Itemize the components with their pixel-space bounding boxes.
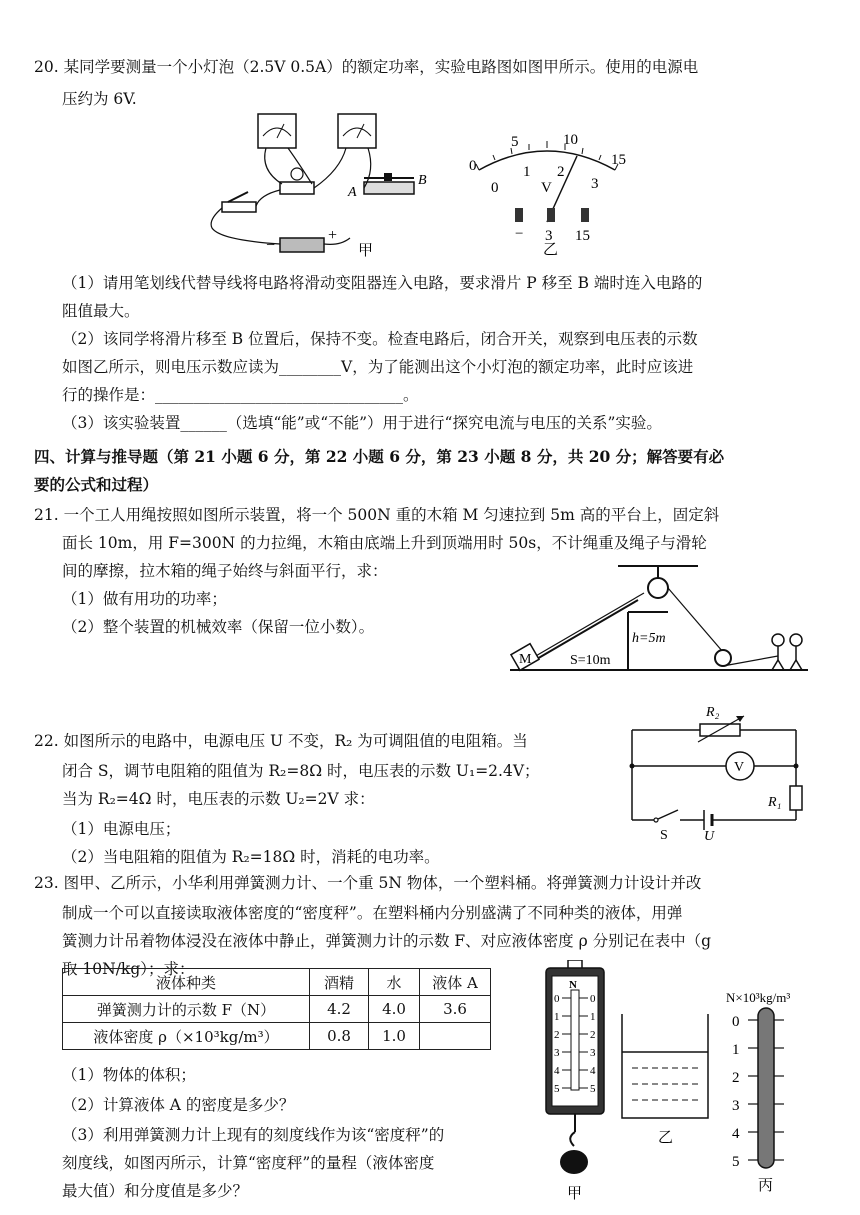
- scale-left-2: 2: [554, 1029, 560, 1041]
- section4-heading-line1: 四、计算与推导题（第 21 小题 6 分，第 22 小题 6 分，第 23 小题 8 分，共 20 分；解答要有必: [34, 447, 725, 466]
- scale-right-2: 2: [590, 1029, 596, 1041]
- q22-sub1: （1）电源电压；: [62, 820, 181, 838]
- scale-right-0: 0: [590, 993, 596, 1005]
- q20-fig-yi-label: 乙: [543, 242, 559, 256]
- q20-sub2-line2: 如图乙所示，则电压示数应读为________V，为了能测出这个小灯泡的额定功率，此时应该进: [62, 358, 694, 376]
- dial-unit: V: [541, 180, 552, 196]
- q20-circuit-figure-jia: [200, 110, 460, 260]
- scale-right-4: 4: [590, 1065, 596, 1077]
- table-cell: 弹簧测力计的示数 F（N）: [63, 996, 310, 1023]
- dial-top-0: 0: [469, 158, 477, 174]
- q22-line1: 22. 如图所示的电路中，电源电压 U 不变，R₂ 为可调阻值的电阻箱。当: [34, 732, 528, 750]
- table-cell: 4.0: [369, 996, 420, 1023]
- q20-label-b: B: [418, 173, 427, 188]
- q23-line3: 簧测力计吊着物体浸没在液体中静止，弹簧测力计的示数 F、对应液体密度 ρ 分别记在表中（g: [62, 932, 712, 950]
- q20-voltmeter-dial-yi: [465, 126, 635, 256]
- q21-line2: 面长 10m，用 F=300N 的力拉绳，木箱由底端上升到顶端用时 50s，不计绳重及绳子与滑轮: [62, 534, 707, 552]
- table-row: [63, 1023, 491, 1050]
- q20-label-minus: −: [266, 237, 276, 254]
- q22-label-s: S: [660, 828, 668, 842]
- dial-bottom-0: 0: [491, 180, 499, 196]
- q21-line1: 21. 一个工人用绳按照如图所示装置，将一个 500N 重的木箱 M 匀速拉到 5m 高的平台上，固定斜: [34, 506, 720, 524]
- q20-line1: 20. 某同学要测量一个小灯泡（2.5V 0.5A）的额定功率，实验电路图如图甲所示。使用的电源电: [34, 58, 699, 76]
- scale-left-4: 4: [554, 1065, 560, 1077]
- q21-sub1: （1）做有用功的功率；: [62, 590, 227, 608]
- terminal-3: 3: [545, 228, 553, 244]
- q23-fig-yi-label: 乙: [658, 1130, 674, 1146]
- q23-density-scale-figure-bing: [720, 986, 830, 1198]
- q23-fig-jia-label: 甲: [567, 1186, 583, 1202]
- q22-label-u: U: [704, 829, 715, 842]
- q23-fig-bing-label: 丙: [758, 1178, 774, 1194]
- q23-line1: 23. 图甲、乙所示，小华利用弹簧测力计、一个重 5N 物体，一个塑料桶。将弹簧测力计设计并改: [34, 874, 702, 892]
- q23-data-table: [62, 968, 491, 1050]
- q20-sub2-line3: 行的操作是：________________________________。: [62, 386, 419, 404]
- q22-label-r2: R₂: [706, 705, 720, 720]
- scale-left-0: 0: [554, 993, 560, 1005]
- q23-sub1: （1）物体的体积；: [62, 1066, 196, 1084]
- q20-fig-jia-label: 甲: [358, 243, 374, 259]
- table-cell: 液体密度 ρ（×10³kg/m³）: [63, 1023, 310, 1050]
- q20-sub1-line1: （1）请用笔划线代替导线将电路将滑动变阻器连入电路，要求滑片 P 移至 B 端时连入电路的: [62, 274, 703, 292]
- q22-label-v: V: [734, 760, 745, 775]
- bing-scale-4: 4: [732, 1126, 740, 1142]
- dial-top-10: 10: [563, 132, 578, 148]
- scale-left-5: 5: [554, 1083, 560, 1095]
- table-header-cell: 液体 A: [420, 969, 491, 996]
- bing-scale-3: 3: [732, 1098, 740, 1114]
- q23-bucket-figure-yi: [612, 1010, 722, 1150]
- q22-circuit-figure: [620, 702, 810, 842]
- q20-sub1-line2: 阻值最大。: [62, 302, 140, 320]
- q22-line3: 当为 R₂=4Ω 时，电压表的示数 U₂=2V 求：: [62, 790, 375, 808]
- q23-line2: 制成一个可以直接读取液体密度的“密度秤”。在塑料桶内分别盛满了不同种类的液体，用弹: [62, 904, 683, 922]
- bing-scale-5: 5: [732, 1154, 740, 1170]
- scale-left-1: 1: [554, 1011, 560, 1023]
- table-row: [63, 969, 491, 996]
- q22-line2: 闭合 S，调节电阻箱的阻值为 R₂=8Ω 时，电压表的示数 U₁=2.4V；: [62, 762, 540, 780]
- q20-line2: 压约为 6V.: [62, 90, 137, 108]
- bing-scale-0: 0: [732, 1014, 740, 1030]
- table-header-cell: 水: [369, 969, 420, 996]
- q21-label-s: S=10m: [570, 653, 611, 668]
- scale-right-3: 3: [590, 1047, 596, 1059]
- q23-sub3-line2: 刻度线，如图丙所示，计算“密度秤”的量程（液体密度: [62, 1154, 435, 1172]
- q23-line4: 取 10N/kg）；求：: [62, 960, 195, 978]
- table-cell: [420, 1023, 491, 1050]
- dial-bottom-1: 1: [523, 164, 531, 180]
- table-header-cell: 酒精: [310, 969, 369, 996]
- q21-line3: 间的摩擦，拉木箱的绳子始终与斜面平行，求：: [62, 562, 388, 580]
- scale-left-3: 3: [554, 1047, 560, 1059]
- table-header-cell: 液体种类: [63, 969, 310, 996]
- q20-label-plus: +: [328, 227, 338, 244]
- table-cell: 3.6: [420, 996, 491, 1023]
- q22-label-r1: R₁: [768, 795, 782, 810]
- q23-sub3-line1: （3）利用弹簧测力计上现有的刻度线作为该“密度秤”的: [62, 1126, 445, 1144]
- scale-right-5: 5: [590, 1083, 596, 1095]
- q23-spring-n-label: N: [569, 979, 577, 991]
- q20-sub2-line1: （2）该同学将滑片移至 B 位置后，保持不变。检查电路后，闭合开关，观察到电压表的示数: [62, 330, 698, 348]
- q23-density-unit: N×10³kg/m³: [726, 990, 791, 1005]
- dial-bottom-3: 3: [591, 176, 599, 192]
- terminal-minus: −: [515, 226, 524, 242]
- q21-incline-figure: [508, 560, 828, 680]
- dial-bottom-2: 2: [557, 164, 565, 180]
- q20-label-a: A: [348, 185, 357, 200]
- q23-sub2: （2）计算液体 A 的密度是多少？: [62, 1096, 295, 1114]
- table-cell: 4.2: [310, 996, 369, 1023]
- table-cell: 1.0: [369, 1023, 420, 1050]
- section4-heading-line2: 要的公式和过程）: [34, 475, 159, 494]
- dial-top-15: 15: [611, 152, 626, 168]
- table-cell: 0.8: [310, 1023, 369, 1050]
- q21-label-h: h=5m: [632, 631, 666, 646]
- q21-label-m: M: [519, 652, 532, 667]
- table-row: [63, 996, 491, 1023]
- terminal-15: 15: [575, 228, 590, 244]
- q20-sub3: （3）该实验装置______（选填“能”或“不能”）用于进行“探究电流与电压的关系”实验。: [62, 414, 662, 432]
- dial-top-5: 5: [511, 134, 519, 150]
- scale-right-1: 1: [590, 1011, 596, 1023]
- bing-scale-2: 2: [732, 1070, 740, 1086]
- bing-scale-1: 1: [732, 1042, 740, 1058]
- q22-sub2: （2）当电阻箱的阻值为 R₂=18Ω 时，消耗的电功率。: [62, 848, 440, 866]
- q23-spring-scale-figure-jia: [538, 960, 618, 1212]
- q21-sub2: （2）整个装置的机械效率（保留一位小数）。: [62, 618, 375, 636]
- q23-sub3-line3: 最大值）和分度值是多少？: [62, 1182, 249, 1200]
